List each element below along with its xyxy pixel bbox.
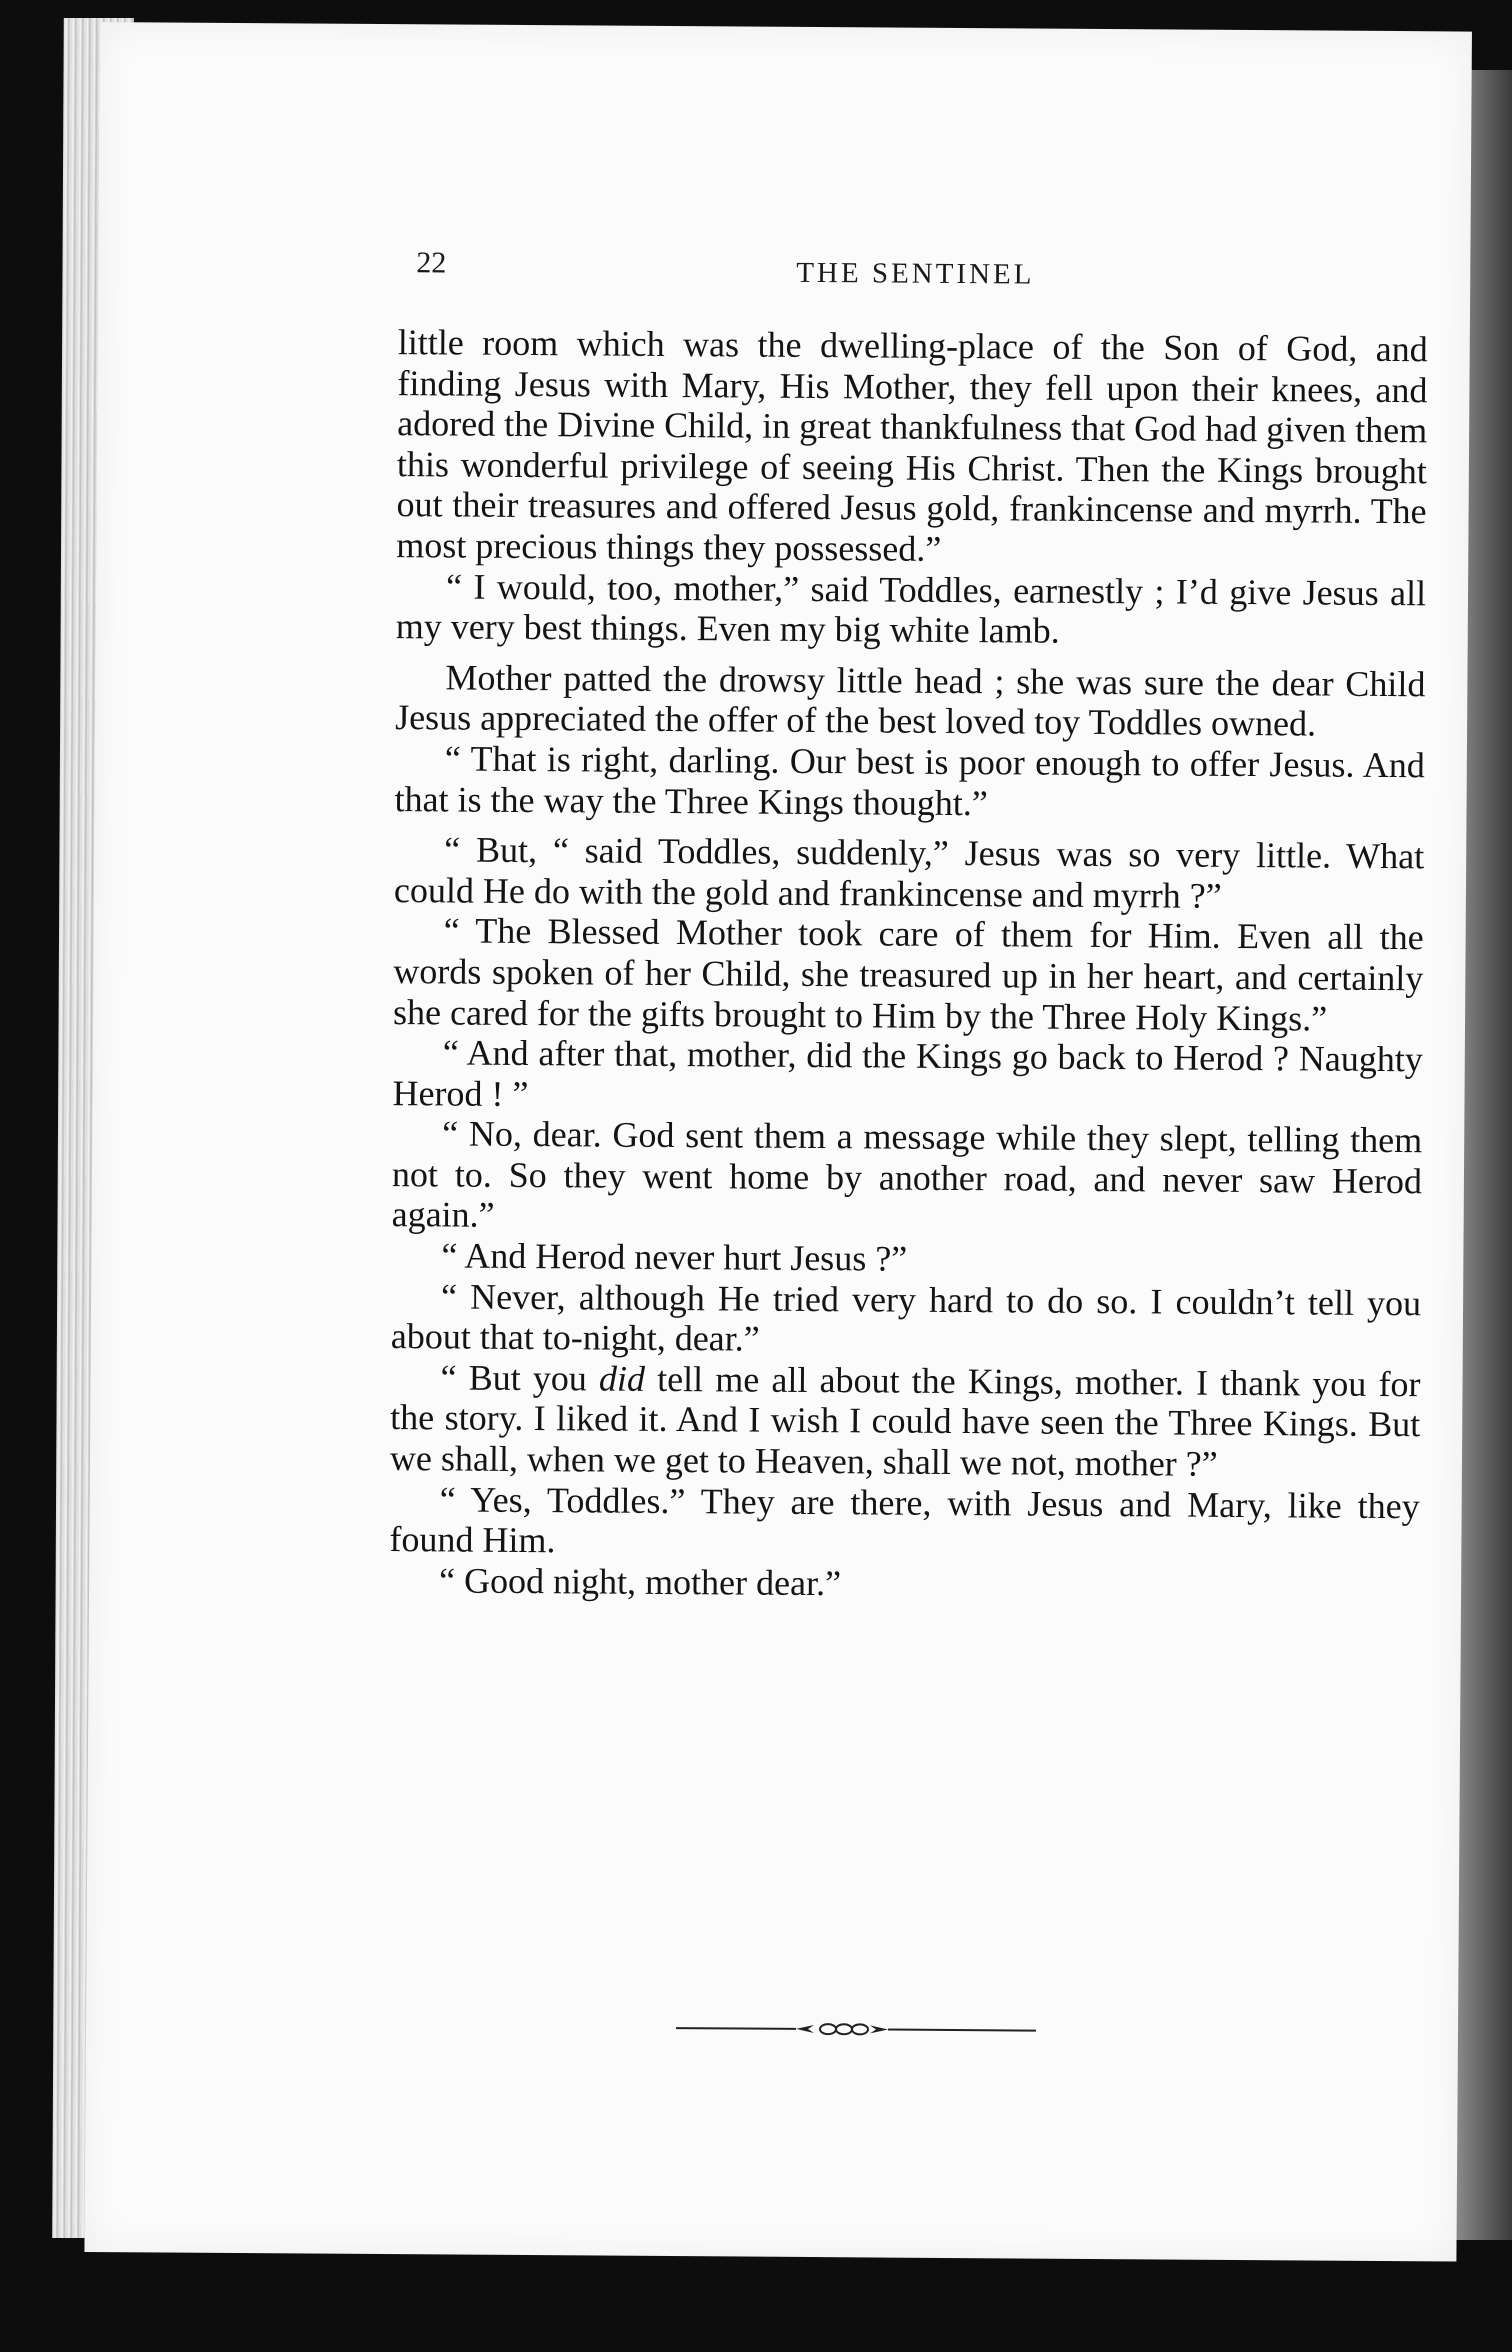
paragraph-5: “ But, “ said Toddles, suddenly,” Jesus was so very little. What could He do with the gold and frankincense and myrrh ?” — [393, 829, 1425, 916]
running-head: THE SENTINEL — [796, 256, 1035, 291]
paragraph-11-start: “ But you — [440, 1357, 600, 1399]
emphasis-word: did — [598, 1358, 646, 1399]
paragraph-12: “ Yes, Toddles.” They are there, with Jesus and Mary, like they found Him. — [389, 1479, 1420, 1561]
paragraph-10: “ Never, although He tried very hard to do so. I couldn’t tell you about that to-night, dear.” — [390, 1276, 1422, 1359]
paragraph-3: Mother patted the drowsy little head ; she was sure the dear Child Jesus appreciated the offer of the best loved toy Toddles owned. — [395, 657, 1426, 744]
paragraph-7: “ And after that, mother, did the Kings go back to Herod ? Naughty Herod ! ” — [392, 1032, 1423, 1114]
paragraph-2: “ I would, too, mother,” said Toddles, earnestly ; I’d give Jesus all my very best things. Even my big white lamb. — [395, 565, 1427, 651]
paragraph-11 — [390, 1357, 1421, 1486]
paragraph-11-end: tell me all about the Kings, mother. I thank you for the story. I liked it. And I wish I could have seen the Three Kings. But we shall, when we get to Heaven, shall we not, mother ?” — [389, 1358, 1421, 1484]
page-header — [416, 246, 1176, 311]
story-text — [389, 322, 1428, 1608]
book-page — [84, 22, 1472, 2262]
paragraph-1: little room which was the dwelling-place of the Son of God, and finding Jesus with Mary, His Mother, they fell upon their knees, and adored the Divine Child, in great thankfulness that God had given them this wonderful privilege of seeing His Christ. Then the Kings brought out their treasures and offered Jesus gold, frankincense and myrrh. The most precious things they possessed.” — [396, 322, 1428, 569]
paragraph-9: “ And Herod never hurt Jesus ?” — [441, 1235, 908, 1279]
paragraph-4: “ That is right, darling. Our best is poor enough to offer Jesus. And that is the way the Three Kings thought.” — [394, 738, 1425, 823]
ornament-divider-icon — [676, 2016, 1036, 2043]
page-number: 22 — [416, 246, 447, 280]
paragraph-13: “ Good night, mother dear.” — [438, 1560, 842, 1604]
paragraph-8: “ No, dear. God sent them a message while they slept, telling them not to. So they went home by another road, and never saw Herod again.” — [391, 1113, 1423, 1236]
paragraph-6: “ The Blessed Mother took care of them for Him. Even all the words spoken of her Child, she treasured up in her heart, and certainly she cared for the gifts brought to Him by the Three Holy Kings.” — [392, 910, 1424, 1039]
